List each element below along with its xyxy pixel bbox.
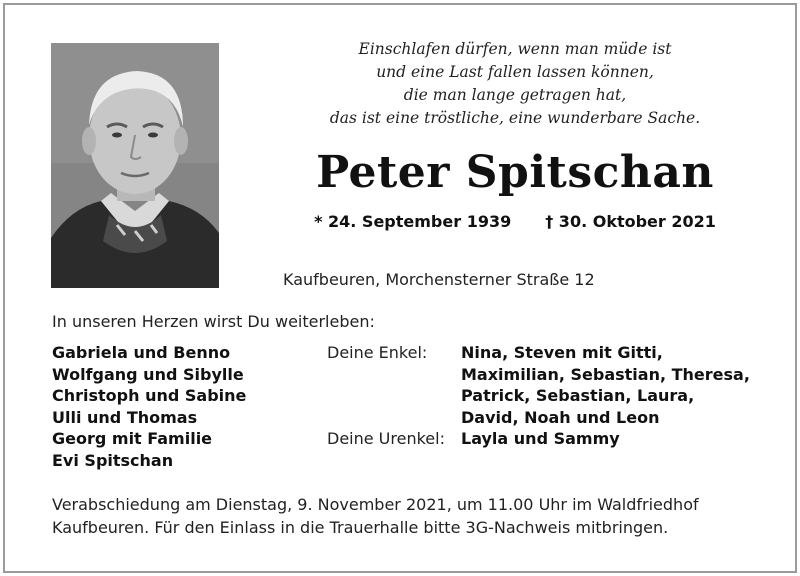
- birth-date: * 24. September 1939: [314, 212, 512, 231]
- death-date: † 30. Oktober 2021: [545, 212, 716, 231]
- poem-line: und eine Last fallen lassen können,: [376, 63, 654, 81]
- relation-labels: [327, 342, 445, 450]
- poem-line: die man lange getragen hat,: [403, 86, 627, 104]
- farewell-line: Kaufbeuren. Für den Einlass in die Trauerhalle bitte 3G-Nachweis mitbringen.: [52, 518, 669, 537]
- great-grandchildren-label: Deine Urenkel:: [327, 429, 445, 449]
- portrait-photo: [51, 43, 219, 288]
- grandchildren-line: Maximilian, Sebastian, Theresa,: [461, 364, 750, 384]
- farewell-line: Verabschiedung am Dienstag, 9. November 2021, um 11.00 Uhr im Waldfriedhof: [52, 495, 699, 514]
- family-member: Evi Spitschan: [52, 450, 174, 470]
- family-member: Wolfgang und Sibylle: [52, 364, 244, 384]
- family-member: Christoph und Sabine: [52, 386, 247, 406]
- grandchildren-line: David, Noah und Leon: [461, 407, 660, 427]
- deceased-name: Peter Spitschan: [316, 147, 714, 198]
- grandchildren-list: [461, 342, 750, 450]
- grandchildren-line: Nina, Steven mit Gitti,: [461, 343, 663, 362]
- family-member: Georg mit Familie: [52, 429, 213, 449]
- family-member: Gabriela und Benno: [52, 343, 231, 362]
- family-list: [52, 342, 246, 472]
- grandchildren-label: Deine Enkel:: [327, 343, 428, 362]
- portrait-illustration: [51, 43, 219, 288]
- poem-line: Einschlafen dürfen, wenn man müde ist: [358, 40, 672, 58]
- address: Kaufbeuren, Morchensterner Straße 12: [283, 270, 595, 289]
- life-dates: [300, 212, 730, 231]
- great-grandchildren-names: Layla und Sammy: [461, 429, 620, 449]
- farewell-notice: [52, 493, 699, 539]
- family-member: Ulli und Thomas: [52, 407, 198, 427]
- poem: [315, 38, 715, 130]
- mourning-intro: In unseren Herzen wirst Du weiterleben:: [52, 312, 375, 331]
- poem-line: das ist eine tröstliche, eine wunderbare Sache.: [329, 109, 701, 127]
- grandchildren-line: Patrick, Sebastian, Laura,: [461, 386, 695, 406]
